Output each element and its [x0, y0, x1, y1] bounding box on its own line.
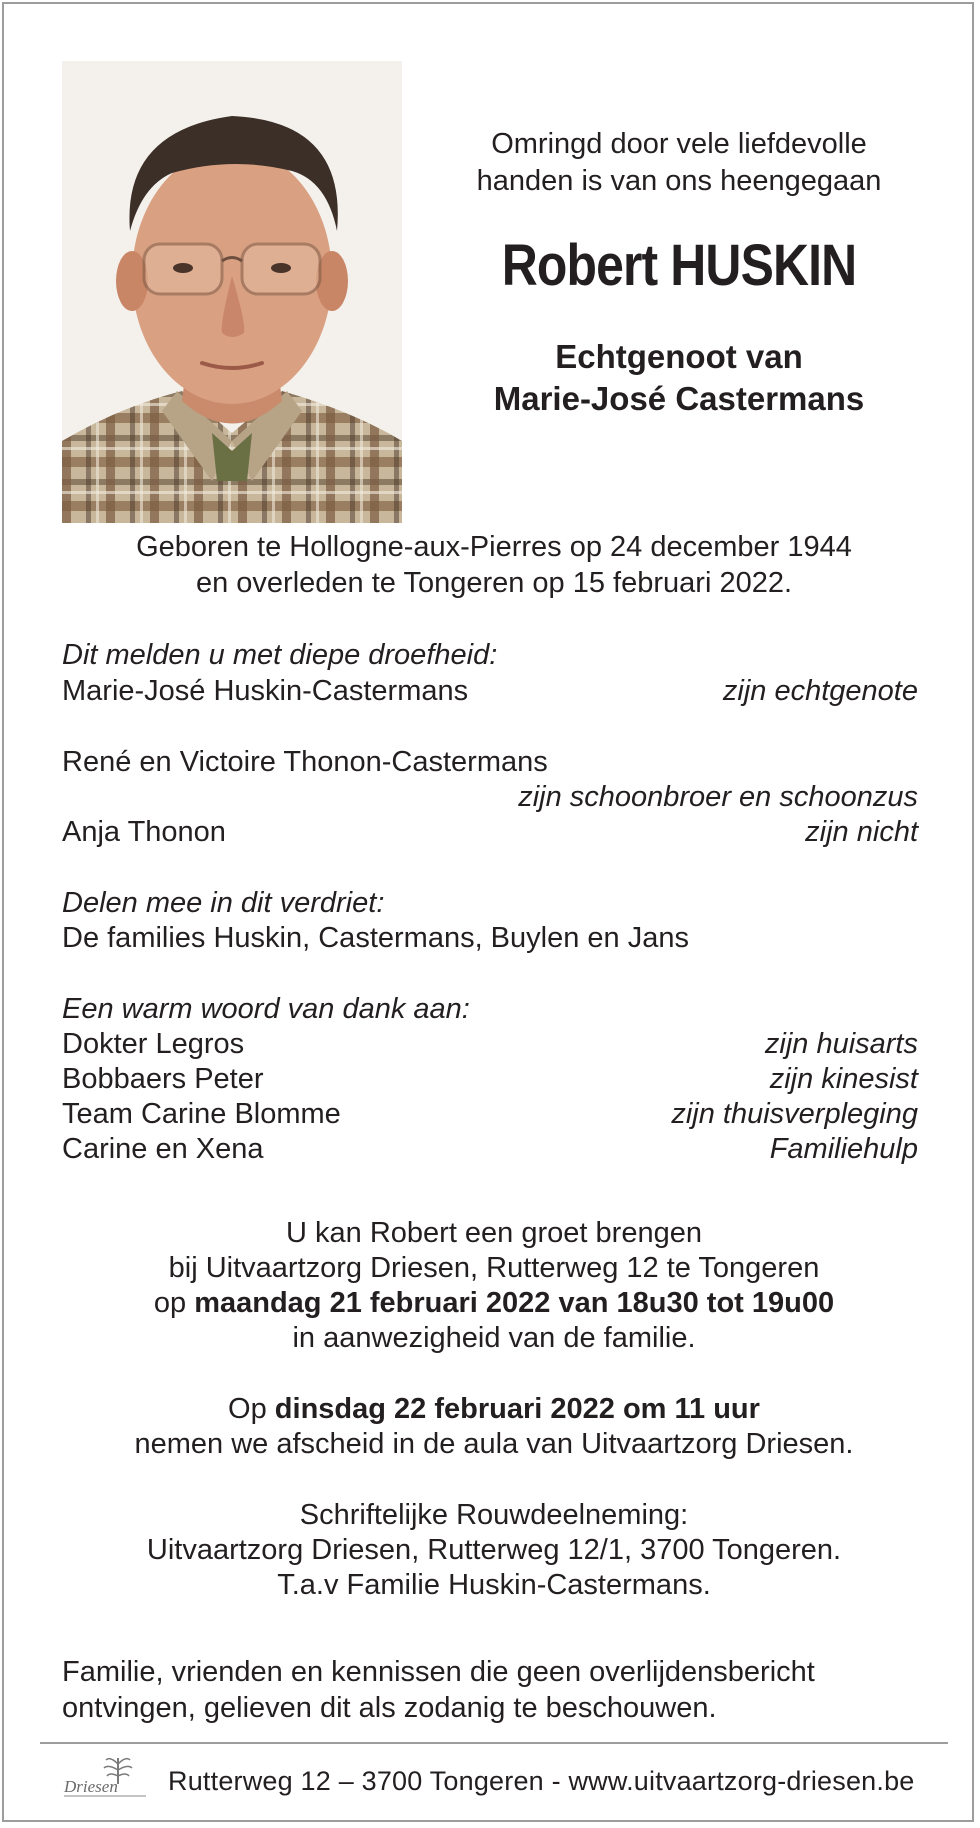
thanks-row: [62, 1096, 918, 1132]
announcer-row: [62, 779, 918, 815]
visitation-line-2: bij Uitvaartzorg Driesen, Rutterweg 12 te Tongeren: [168, 1252, 820, 1284]
visitation-prefix: op: [153, 1287, 187, 1319]
condolences-info: [44, 1498, 944, 1603]
announcers-heading: Dit melden u met diepe droefheid:: [62, 639, 498, 671]
announcer-row: [62, 744, 918, 780]
visitation-line-3: [44, 1286, 944, 1321]
ceremony-prefix: Op: [228, 1393, 267, 1425]
footer-divider: [40, 1742, 948, 1744]
condolences-line-3: T.a.v Familie Huskin-Castermans.: [277, 1569, 711, 1601]
thanks-role: zijn huisarts: [764, 1028, 918, 1060]
thanks-row: [62, 1131, 918, 1167]
closing-line-1: Familie, vrienden en kennissen die geen overlijdensbericht: [62, 1656, 815, 1688]
thanks-name: Bobbaers Peter: [62, 1063, 264, 1095]
announcer-row: [62, 673, 918, 709]
announcer-name: Anja Thonon: [62, 816, 226, 848]
spouse-line-2: Marie-José Castermans: [493, 380, 865, 417]
death-line: en overleden te Tongeren op 15 februari 2022.: [195, 567, 793, 599]
intro-text: [424, 126, 934, 200]
thanks-heading: Een warm woord van dank aan:: [62, 993, 470, 1025]
death-notice-card: [2, 2, 974, 1822]
ceremony-line-2: nemen we afscheid in de aula van Uitvaartzorg Driesen.: [134, 1428, 854, 1460]
condolences-line-2: Uitvaartzorg Driesen, Rutterweg 12/1, 3700 Tongeren.: [146, 1534, 842, 1566]
thanks-row: [62, 1026, 918, 1062]
ceremony-info: [44, 1392, 944, 1462]
ceremony-datetime: dinsdag 22 februari 2022 om 11 uur: [274, 1393, 760, 1425]
portrait-photo: [62, 61, 402, 523]
condolences-line-1: Schriftelijke Rouwdeelneming:: [299, 1499, 689, 1531]
announcer-relation: zijn echtgenote: [722, 675, 918, 707]
announcer-name: René en Victoire Thonon-Castermans: [62, 746, 548, 778]
closing-note: [62, 1654, 926, 1726]
spouse-line-1: Echtgenoot van: [555, 338, 803, 375]
intro-line-2: handen is van ons heengegaan: [476, 165, 882, 197]
thanks-name: Carine en Xena: [62, 1133, 264, 1165]
thanks-role: zijn thuisverpleging: [671, 1098, 918, 1130]
birth-death-info: [62, 529, 926, 601]
visitation-info: [44, 1216, 944, 1356]
thanks-name: Team Carine Blomme: [62, 1098, 341, 1130]
visitation-datetime: maandag 21 februari 2022 van 18u30 tot 19u00: [194, 1287, 835, 1319]
ceremony-line-1: [44, 1392, 944, 1427]
sharing-families: De families Huskin, Castermans, Buylen en Jans: [62, 922, 689, 954]
visitation-line-1: U kan Robert een groet brengen: [286, 1217, 702, 1249]
visitation-line-4: in aanwezigheid van de familie.: [292, 1322, 696, 1354]
sharing-heading: Delen mee in dit verdriet:: [62, 887, 385, 919]
deceased-name: Robert HUSKIN: [501, 233, 857, 298]
announcer-name: Marie-José Huskin-Castermans: [62, 675, 469, 707]
closing-line-2: ontvingen, gelieven dit als zodanig te beschouwen.: [62, 1692, 717, 1724]
announcer-relation: zijn schoonbroer en schoonzus: [518, 781, 918, 813]
intro-line-1: Omringd door vele liefdevolle: [491, 128, 867, 160]
thanks-row: [62, 1061, 918, 1097]
announcer-relation: zijn nicht: [805, 816, 918, 848]
footer-address: Rutterweg 12 – 3700 Tongeren - www.uitvaartzorg-driesen.be: [168, 1766, 915, 1796]
thanks-role: zijn kinesist: [769, 1063, 918, 1095]
birth-line: Geboren te Hollogne-aux-Pierres op 24 december 1944: [136, 531, 852, 563]
announcer-row: [62, 814, 918, 850]
logo-wordmark: Driesen: [64, 1777, 118, 1796]
thanks-role: Familiehulp: [769, 1133, 918, 1165]
portrait-illustration: [62, 61, 402, 523]
thanks-name: Dokter Legros: [62, 1028, 245, 1060]
spouse-info: [424, 336, 934, 420]
